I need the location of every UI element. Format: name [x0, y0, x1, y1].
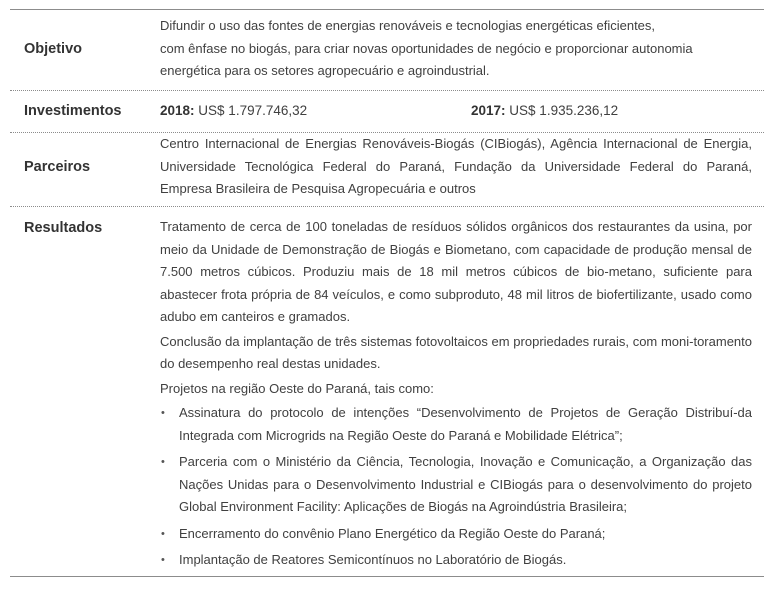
investment-value-2018: US$ 1.797.746,32	[198, 103, 308, 118]
objetivo-line: energética para os setores agropecuário e agroindustrial.	[160, 63, 490, 78]
objetivo-label: Objetivo	[24, 41, 83, 57]
list-item-text: Implantação de Reatores Semicontínuos no Laboratório de Biogás.	[179, 552, 567, 567]
list-item	[160, 451, 752, 519]
top-rule	[10, 9, 764, 10]
parceiros-label: Parceiros	[24, 159, 91, 175]
investment-value-2017: US$ 1.935.236,12	[509, 103, 619, 118]
investment-year-2018: 2018:	[160, 103, 195, 118]
list-item-text: Parceria com o Ministério da Ciência, Tecnologia, Inovação e Comunicação, a Organização das Nações Unidas para o Desenvolvimento Industrial e CIBiogás para o desenvolvimento do projeto Global Environment Facility: Aplicações de Biogás na Agroindústria Brasileira;	[179, 454, 752, 514]
list-item	[160, 523, 752, 546]
row-divider	[10, 206, 764, 207]
resultados-paragraph: Conclusão da implantação de três sistemas fotovoltaicos em propriedades rurais, com moni-toramento do desempenho real destas unidades.	[160, 333, 752, 371]
parceiros-text: Centro Internacional de Energias Renováveis-Biogás (CIBiogás), Agência Internacional de Energia, Universidade Tecnológica Federal do Paraná, Fundação da Universidade Federal do Paraná, Empresa Brasileira de Pesquisa Agropecuária e outros	[160, 136, 752, 196]
resultados-list	[160, 402, 752, 572]
list-item	[160, 402, 752, 447]
list-item	[160, 549, 752, 572]
list-item-text: Encerramento do convênio Plano Energético da Região Oeste do Paraná;	[179, 525, 606, 541]
objetivo-text	[160, 15, 752, 83]
bullet-icon: •	[161, 456, 165, 468]
objetivo-line: com ênfase no biogás, para criar novas oportunidades de negócio e proporcionar autonomia	[160, 40, 693, 56]
bullet-icon: •	[161, 407, 165, 419]
resultados-label: Resultados	[24, 220, 103, 236]
resultados-paragraph: Tratamento de cerca de 100 toneladas de resíduos sólidos orgânicos dos restaurantes da usina, por meio da Unidade de Demonstração de Biogás e Biometano, com capacidade de produção mensal de 7.500 metros cúbicos. Produziu mais de 18 mil metros cúbicos de bio-metano, suficiente para abastecer frota própria de 84 veículos, e como subproduto, 48 mil litros de biofertilizante, usado como adubo em canteiros e gramados.	[160, 219, 752, 324]
resultados-content	[160, 216, 752, 572]
bullet-icon: •	[161, 527, 165, 540]
bullet-icon: •	[161, 554, 165, 566]
investimentos-label: Investimentos	[24, 103, 122, 119]
row-divider	[10, 90, 764, 91]
investment-2017	[471, 103, 618, 118]
resultados-paragraph: Projetos na região Oeste do Paraná, tais como:	[160, 380, 434, 396]
bottom-rule	[10, 576, 764, 577]
investment-year-2017: 2017:	[471, 103, 506, 118]
list-item-text: Assinatura do protocolo de intenções “Desenvolvimento de Projetos de Geração Distribuí-da Integrada com Microgrids na Região Oeste do Paraná e Mobilidade Elétrica”;	[179, 405, 752, 443]
investment-2018	[160, 103, 307, 118]
objetivo-line: Difundir o uso das fontes de energias renováveis e tecnologias energéticas eficientes,	[160, 18, 656, 33]
